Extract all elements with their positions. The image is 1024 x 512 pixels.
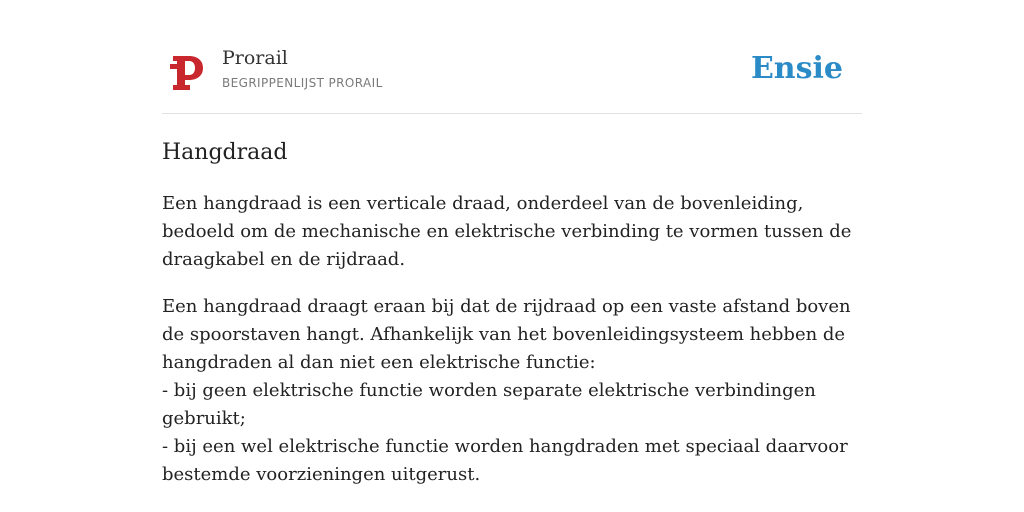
page-container <box>162 0 862 485</box>
prorail-logo-icon[interactable] <box>170 52 204 92</box>
paragraph-2-bullet-1: - bij geen elektrische functie worden separate elektrische verbindingen gebruikt; <box>162 380 816 429</box>
paragraph-2 <box>162 293 862 489</box>
ensie-logo-link[interactable]: Ensie <box>750 51 843 86</box>
paragraph-2-bullet-2: - bij een wel elektrische functie worden hangdraden met speciaal daarvoor bestemde voorzieningen uitgerust. <box>162 436 848 485</box>
paragraph-1: Een hangdraad is een verticale draad, onderdeel van de bovenleiding, bedoeld om de mechanische en elektrische verbinding te vormen tussen de draagkabel en de rijdraad. <box>162 193 852 270</box>
brand-subtitle[interactable]: BEGRIPPENLIJST PRORAIL <box>222 76 383 90</box>
brand-name[interactable]: Prorail <box>222 47 288 69</box>
header <box>162 0 862 114</box>
paragraph-2-intro: Een hangdraad draagt eraan bij dat de rijdraad op een vaste afstand boven de spoorstaven hangt. Afhankelijk van het bovenleidingsysteem hebben de hangdraden al dan niet een elektrische functie: <box>162 296 851 373</box>
entry-title: Hangdraad <box>162 140 288 165</box>
entry-body <box>162 190 862 508</box>
